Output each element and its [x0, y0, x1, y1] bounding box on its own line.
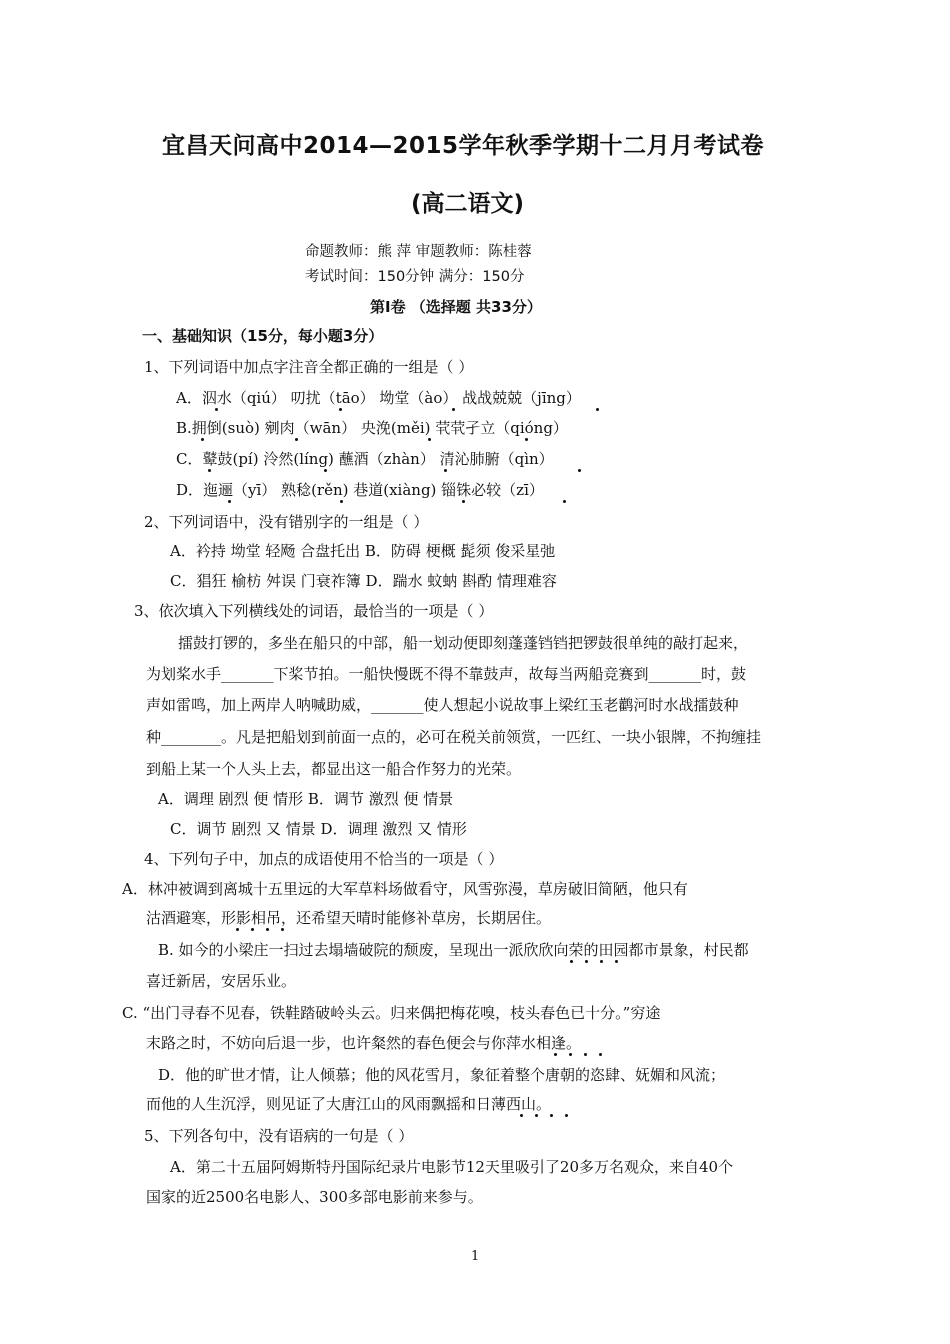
emphasis-dot [525, 438, 528, 441]
emphasis-dot [428, 438, 431, 441]
emphasis-dot [596, 408, 599, 411]
q5-stem: 5、下列各句中，没有语病的一句是（ ） [144, 1127, 414, 1145]
emphasis-dot [266, 928, 269, 931]
emphasis-dot [584, 1053, 587, 1056]
q1-option-b: B.拥倒(suò) 剜肉（wān） 央浼(měi) 茕茕孑立（qióng） [176, 419, 568, 437]
emphasis-dot [340, 500, 343, 503]
q3-options-ab: A．调理 剧烈 便 情形 B．调节 激烈 便 情景 [158, 790, 454, 808]
q1-option-d: D．迤逦（yī） 熟稔(rěn) 巷道(xiàng) 锱铢必较（zī） [176, 481, 544, 499]
emphasis-dot [599, 1053, 602, 1056]
emphasis-dot [236, 928, 239, 931]
emphasis-dot [251, 928, 254, 931]
emphasis-dot [462, 500, 465, 503]
emphasis-dot [281, 928, 284, 931]
time-score-line: 考试时间：150分钟 满分：150分 [305, 269, 525, 285]
section-heading: 一、基础知识（15分，每小题3分） [142, 327, 384, 345]
page-number: 1 [471, 1249, 480, 1264]
q5-option-a: A．第二十五届阿姆斯特丹国际纪录片电影节12天里吸引了20多万名观众，来自40个 [170, 1158, 734, 1176]
emphasis-dot [215, 408, 218, 411]
q3-passage-line: 种________。凡是把船划到前面一点的，必可在税关前领赏，一匹红、一块小银牌，不拘缠挂 [146, 728, 762, 746]
q3-stem: 3、依次填入下列横线处的词语，最恰当的一项是（ ） [134, 602, 494, 620]
q5-option-a-cont: 国家的近2500名电影人、300多部电影前来参与。 [146, 1188, 483, 1206]
q2-options-ab: A．衿持 坳堂 轻飏 合盘托出 B．防碍 梗概 髭须 俊采星弛 [170, 542, 556, 560]
q4-option-d-cont: 而他的人生沉浮，则见证了大唐江山的风雨飘摇和日薄西山。 [146, 1095, 552, 1113]
q4-stem: 4、下列句子中，加点的成语使用不恰当的一项是（ ） [144, 850, 504, 868]
emphasis-dot [208, 469, 211, 472]
emphasis-dot [324, 469, 327, 472]
emphasis-dot [550, 1114, 553, 1117]
emphasis-dot [201, 438, 204, 441]
q3-passage-line: 声如雷鸣，加上两岸人呐喊助威，_______使人想起小说故事上梁红玉老鹳河时水战擂鼓种 [146, 696, 739, 714]
emphasis-dot [228, 500, 231, 503]
q1-option-a: A．泅水（qiú） 叨扰（tāo） 坳堂（ào） 战战兢兢（jīng） [176, 389, 581, 407]
exam-title: 宜昌天问高中2014—2015学年秋季学期十二月月考试卷 [162, 133, 765, 159]
emphasis-dot [578, 469, 581, 472]
emphasis-dot [295, 438, 298, 441]
emphasis-dot [535, 1114, 538, 1117]
emphasis-dot [452, 408, 455, 411]
q1-stem: 1、下列词语中加点字注音全都正确的一组是（ ） [144, 358, 474, 376]
q4-option-c-cont: 末路之时，不妨向后退一步，也许粲然的春色便会与你萍水相逢。 [146, 1034, 582, 1052]
emphasis-dot [520, 1114, 523, 1117]
emphasis-dot [554, 1053, 557, 1056]
q4-option-a: A．林冲被调到离城十五里远的大军草料场做看守，风雪弥漫，草房破旧简陋，他只有 [122, 880, 688, 898]
q1-option-c: C．鼙鼓(pí) 泠然(líng) 蘸酒（zhàn） 清沁肺腑（qìn） [176, 450, 554, 468]
emphasis-dot [569, 1053, 572, 1056]
part-heading: 第Ⅰ卷 （选择题 共33分） [370, 298, 542, 316]
emphasis-dot [615, 960, 618, 963]
emphasis-dot [339, 408, 342, 411]
exam-subtitle: (高二语文) [411, 191, 525, 217]
q4-emphasis-dots [0, 0, 950, 4]
q2-stem: 2、下列词语中，没有错别字的一组是（ ） [144, 513, 429, 531]
emphasis-dot [585, 960, 588, 963]
q3-passage-line: 为划桨水手_______下桨节拍。一船快慢既不得不靠鼓声，故每当两船竞赛到_______时，鼓 [146, 665, 747, 683]
q3-passage-line: 到船上某一个人头上去，都显出这一船合作努力的光荣。 [146, 760, 522, 778]
q4-option-a-cont: 沽酒避寒，形影相吊，还希望天晴时能修补草房，长期居住。 [146, 909, 552, 927]
q4-option-b-cont: 喜迁新居，安居乐业。 [146, 972, 297, 990]
teachers-line: 命题教师：熊 萍 审题教师：陈桂蓉 [305, 244, 532, 260]
q4-option-c: C. “出门寻春不见春，铁鞋踏破岭头云。归来偶把梅花嗅，枝头春色已十分。”穷途 [122, 1004, 661, 1022]
q4-option-d: D．他的旷世才情，让人倾慕；他的风花雪月，象征着整个唐朝的恣肆、妩媚和风流； [158, 1066, 726, 1084]
emphasis-dot [600, 960, 603, 963]
q4-option-b: B. 如今的小梁庄一扫过去塌墙破院的颓废，呈现出一派欣欣向荣的田园都市景象，村民都 [158, 941, 749, 959]
q2-options-cd: C．猖狂 榆枋 舛误 门衰祚簿 D．踹水 蚊蚋 斟酌 情理难容 [170, 572, 557, 590]
q3-options-cd: C．调节 剧烈 又 情景 D．调理 激烈 又 情形 [170, 820, 467, 838]
emphasis-dot [444, 469, 447, 472]
q3-passage-line: 擂鼓打锣的，多坐在船只的中部，船一划动便即刻蓬蓬铛铛把锣鼓很单纯的敲打起来， [178, 634, 749, 652]
emphasis-dot [565, 1114, 568, 1117]
emphasis-dot [570, 960, 573, 963]
emphasis-dot [563, 500, 566, 503]
